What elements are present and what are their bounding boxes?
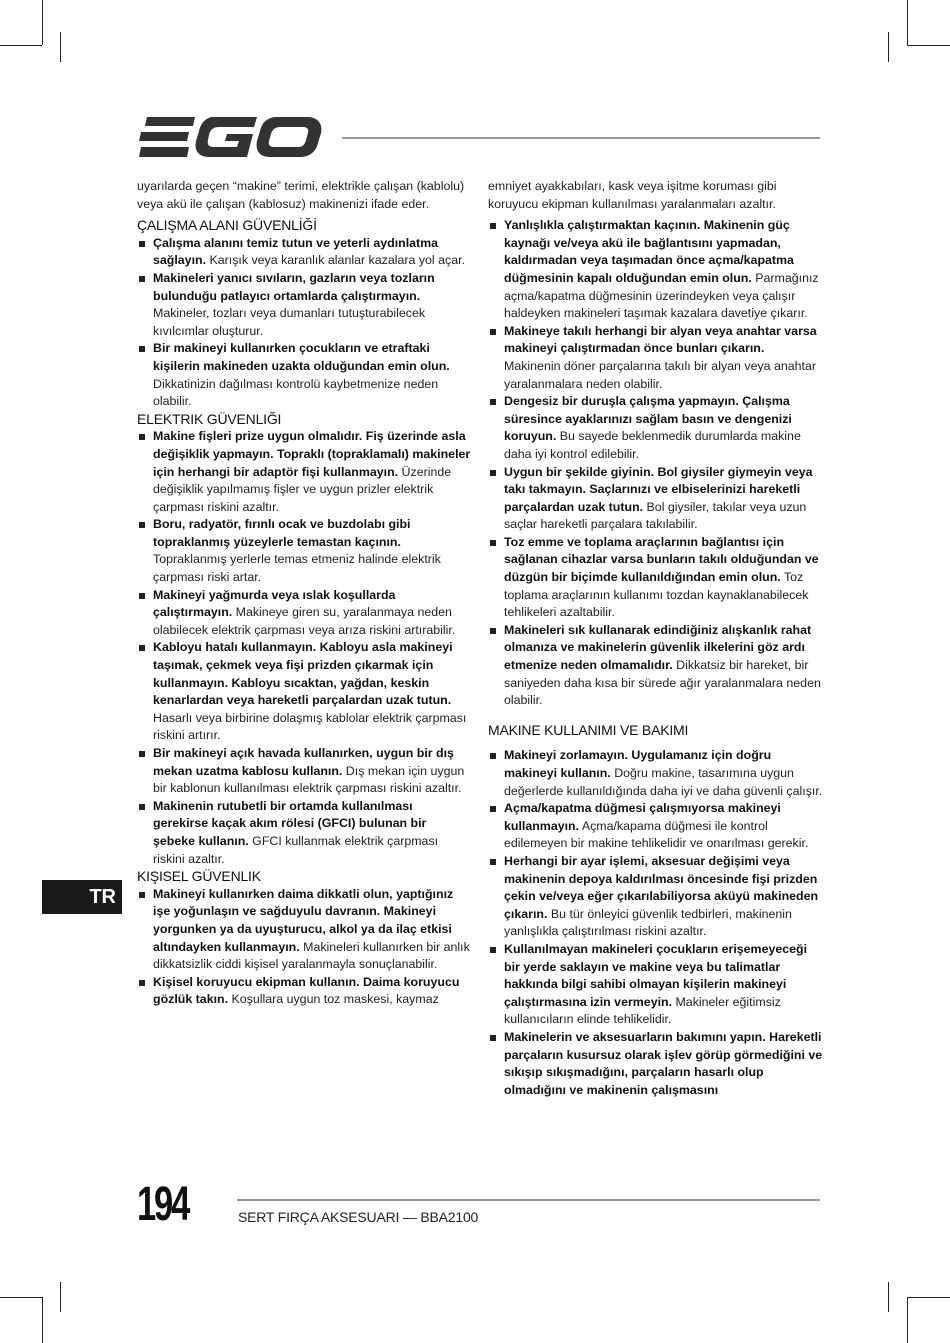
section-heading: ÇALIŞMA ALANI GÜVENLİĞİ xyxy=(137,217,317,234)
item-text: Parmağınız açma/kapatma düğmesinin üzerindeyken veya çalışır haldeyken makineleri taşımak kazalara davetiye çıkarır. xyxy=(504,270,819,321)
language-tab: TR xyxy=(42,880,122,914)
crop-mark xyxy=(888,1282,889,1312)
footer-rule xyxy=(237,1199,820,1201)
item-emphasis: Dengesiz bir duruşla çalışma yapmayın. Çalışma süresince ayaklarınızı sağlam basın ve dengenizi koruyun. xyxy=(504,394,792,444)
item-emphasis: Herhangi bir ayar işlemi, aksesuar değişimi veya makinenin depoya kaldırılması öncesinde fişi prizden çekin ve/veya eğer çıkarılabiliyorsa aküyü makineden çıkarın. xyxy=(504,853,819,921)
item-text: Dikkatsiz bir hareket, bir saniyeden daha kısa bir sürede ağır yaralanmalara neden olabilir. xyxy=(504,658,821,708)
bullet-square-icon xyxy=(490,947,496,953)
footer-title: SERT FIRÇA AKSESUARI — BBA2100 xyxy=(238,1209,479,1225)
list-item xyxy=(488,534,823,622)
bullet-list xyxy=(488,747,823,1099)
item-emphasis: Makineyi kullanırken daima dikkatli olun, yaptığınız işe yoğunlaşın ve sağduyulu davranın. Makineyi yorgunken ya da uyuşturucu, alkol ya da ilaç etkisi altındayken kullanmayın. xyxy=(153,886,454,954)
crop-mark xyxy=(907,0,908,45)
intro-text: uyarılarda geçen “makine” terimi, elektrikle çalışan (kablolu) veya akü ile çalışan (kablosuz) makinenizi ifade eder. xyxy=(137,179,465,211)
list-item xyxy=(488,622,823,710)
page-number: 194 xyxy=(137,1178,189,1231)
crop-mark xyxy=(888,32,889,62)
list-item xyxy=(137,974,471,1009)
list-item xyxy=(488,853,823,941)
item-text: Makineler eğitimsiz kullanıcıların elinde tehlikelidir. xyxy=(504,994,781,1027)
list-item xyxy=(488,464,823,534)
bullet-square-icon xyxy=(490,540,496,546)
bullet-square-icon xyxy=(139,522,145,528)
crop-mark xyxy=(0,1297,42,1298)
bullet-square-icon xyxy=(139,593,145,599)
list-item xyxy=(137,340,471,410)
ego-logo xyxy=(137,116,322,158)
item-text: Üzerinde değişiklik yapılmamış fişler ve uygun prizler elektrik çarpması riskini azaltır. xyxy=(153,464,452,514)
crop-mark xyxy=(907,1297,950,1298)
list-item xyxy=(137,798,471,868)
bullet-square-icon xyxy=(490,859,496,865)
list-item xyxy=(137,428,471,516)
bullet-square-icon xyxy=(490,223,496,229)
bullet-square-icon xyxy=(490,806,496,812)
item-emphasis: Kişisel koruyucu ekipman kullanın. Daima koruyucu gözlük takın. xyxy=(153,974,460,1007)
list-item xyxy=(488,800,823,853)
bullet-square-icon xyxy=(139,241,145,247)
list-item xyxy=(488,941,823,1029)
item-text: Açma/kapama düğmesi ile kontrol edilemeyen bir makine tehlikelidir ve onarılması gerekir. xyxy=(504,818,809,851)
list-item xyxy=(488,393,823,463)
list-item xyxy=(488,217,823,323)
bullet-square-icon xyxy=(490,329,496,335)
bullet-square-icon xyxy=(490,753,496,759)
item-emphasis: Makineyi yağmurda veya ıslak koşullarda çalıştırmayın. xyxy=(153,587,396,620)
item-emphasis: Makineyi zorlamayın. Uygulamanız için doğru makineyi kullanın. xyxy=(504,748,772,780)
bullet-square-icon xyxy=(139,276,145,282)
crop-mark xyxy=(0,45,42,46)
bullet-list xyxy=(137,886,471,1009)
item-emphasis: Makinenin rutubetli bir ortamda kullanılması gerekirse kaçak akım rölesi (GFCI) bulunan bir şebeke kullanın. xyxy=(153,798,427,848)
item-text: Hasarlı veya birbirine dolaşmış kablolar elektrik çarpması riskini artırır. xyxy=(153,710,467,743)
section-heading: MAKINE KULLANIMI VE BAKIMI xyxy=(488,721,689,738)
item-emphasis: Makine fişleri prize uygun olmalıdır. Fiş üzerinde asla değişiklik yapmayın. Topraklı (topraklamalı) makineler için herhangi bir adaptör fişi kullanmayın. xyxy=(153,429,471,479)
crop-mark xyxy=(42,1297,43,1343)
item-text: Dikkatinizin dağılması kontrolü kaybetmenize neden olabilir. xyxy=(153,376,439,409)
bullet-square-icon xyxy=(490,628,496,634)
item-emphasis: Kabloyu hatalı kullanmayın. Kabloyu asla makineyi taşımak, çekmek veya fişi prizden çıkarmak için kullanmayın. Kabloyu sıcaktan, yağdan, keskin kenarlardan veya hareketli parçalardan uzak tutun. xyxy=(153,640,453,708)
list-item xyxy=(137,587,471,640)
item-emphasis: Çalışma alanını temiz tutun ve yeterli aydınlatma sağlayın. xyxy=(153,235,439,268)
item-emphasis: Makineleri yanıcı sıvıların, gazların veya tozların bulunduğu patlayıcı ortamlarda çalıştırmayın. xyxy=(153,270,435,303)
section-heading: KIŞISEL GÜVENLIK xyxy=(137,868,261,885)
item-emphasis: Bir makineyi kullanırken çocukların ve etraftaki kişilerin makineden uzakta olduğundan emin olun. xyxy=(153,341,450,373)
crop-mark xyxy=(42,0,43,45)
list-item xyxy=(137,516,471,586)
list-item xyxy=(137,270,471,340)
section-heading: ELEKTRIK GÜVENLIĞI xyxy=(137,410,282,427)
item-text: Makineler, tozları veya dumanları tutuşturabilecek kıvılcımlar oluşturur. xyxy=(153,306,426,338)
bullet-square-icon xyxy=(139,645,145,651)
bullet-square-icon xyxy=(139,804,145,810)
bullet-square-icon xyxy=(139,980,145,986)
item-emphasis: Toz emme ve toplama araçlarının bağlantısı için sağlanan cihazlar varsa bunların takılı olduğundan ve düzgün bir biçimde kullanıldığından emin olun. xyxy=(504,534,819,585)
item-text: Toz toplama araçlarının kullanımı tozdan kaynaklanabilecek tehlikeleri azaltabilir. xyxy=(504,570,809,620)
item-text: Dış mekan için uygun bir kablonun kullanılması elektrik çarpması riskini azaltır. xyxy=(153,763,465,796)
bullet-list xyxy=(488,217,823,710)
crop-mark xyxy=(60,1282,61,1312)
item-emphasis: Bir makineyi açık havada kullanırken, uygun bir dış mekan uzatma kablosu kullanın. xyxy=(153,746,454,778)
bullet-square-icon xyxy=(139,434,145,440)
list-item xyxy=(137,235,471,270)
item-text: Topraklanmış yerlerle temas etmeniz halinde elektrik çarpması riski artar. xyxy=(153,552,441,585)
crop-mark xyxy=(907,1297,908,1343)
item-emphasis: Makinelerin ve aksesuarların bakımını yapın. Hareketli parçaların kusursuz olarak işlev görüp görmediğini ve sıkışıp sıkışmadığını, parçaların hasarlı olup olmadığını ve makinenin çalışmasını xyxy=(504,1029,823,1097)
item-text: Koşullara uygun toz maskesi, kaymaz xyxy=(228,992,439,1007)
item-emphasis: Yanlışlıkla çalıştırmaktan kaçının. Makinenin güç kaynağı ve/veya akü ile bağlantısını yapmadan, kaldırmadan veya taşımadan önce açma/kapatma düğmesinin kapalı olduğundan emin olun. xyxy=(504,218,794,285)
list-item xyxy=(488,323,823,393)
item-emphasis: Uygun bir şekilde giyinin. Bol giysiler giymeyin veya takı takmayın. Saçlarınızı ve elbiselerinizi hareketli parçalardan uzak tutun. xyxy=(504,464,813,514)
item-text: Bu sayede beklenmedik durumlarda makine daha iyi kontrol edilebilir. xyxy=(504,429,801,461)
item-text: Karışık veya karanlık alanlar kazalara yol açar. xyxy=(206,253,465,268)
bullet-list xyxy=(137,235,471,411)
bullet-square-icon xyxy=(490,399,496,405)
item-text: Makineleri kullanırken bir anlık dikkatsizlik ciddi kişisel yaralanmayla sonuçlanabilir. xyxy=(153,939,470,972)
left-column xyxy=(137,178,471,1009)
crop-mark xyxy=(60,32,61,62)
bullet-square-icon xyxy=(139,892,145,898)
list-item xyxy=(488,1029,823,1099)
item-emphasis: Makineye takılı herhangi bir alyan veya anahtar varsa makineyi çalıştırmadan önce bunları çıkarın. xyxy=(504,323,817,356)
intro-text: emniyet ayakkabıları, kask veya işitme koruması gibi koruyucu ekipman kullanılması yaralanmaları azaltır. xyxy=(488,179,777,211)
list-item xyxy=(137,745,471,798)
item-text: Makinenin döner parçalarına takılı bir alyan veya anahtar yaralanmalara neden olabilir. xyxy=(504,358,817,391)
list-item xyxy=(488,747,823,800)
crop-mark xyxy=(907,45,950,46)
item-emphasis: Boru, radyatör, fırınlı ocak ve buzdolabı gibi topraklanmış yüzeylerle temastan kaçının. xyxy=(153,517,411,549)
bullet-square-icon xyxy=(139,346,145,352)
right-column xyxy=(488,178,823,1099)
item-text: Bu tür önleyici güvenlik tedbirleri, makinenin yanlışlıkla çalıştırılması riskini azaltır. xyxy=(504,906,792,939)
item-emphasis: Makineleri sık kullanarak edindiğiniz alışkanlık rahat olmanıza ve makinelerin güvenlik ilkelerini göz ardı etmenize neden olmamalıdır. xyxy=(504,622,812,673)
list-item xyxy=(137,639,471,745)
item-text: Bol giysiler, takılar veya uzun saçlar hareketli parçalara takılabilir. xyxy=(504,499,807,532)
item-text: Makineye giren su, yaralanmaya neden olabilecek elektrik çarpması veya arıza riskini artırabilir. xyxy=(153,605,456,637)
item-text: Doğru makine, tasarımına uygun değerlerde kullanıldığında daha iyi ve daha güvenli çalışır. xyxy=(504,766,823,798)
bullet-square-icon xyxy=(139,751,145,757)
item-text: GFCI kullanmak elektrik çarpması riskini azaltır. xyxy=(153,833,439,866)
item-emphasis: Açma/kapatma düğmesi çalışmıyorsa makineyi kullanmayın. xyxy=(504,801,781,833)
list-item xyxy=(137,886,471,974)
header-rule xyxy=(342,137,820,139)
item-emphasis: Kullanılmayan makineleri çocukların erişemeyeceği bir yerde saklayın ve makine veya bu talimatlar hakkında bilgi sahibi olmayan kişilerin makineyi çalıştırmasına izin vermeyin. xyxy=(504,941,808,1009)
bullet-square-icon xyxy=(490,470,496,476)
bullet-list xyxy=(137,428,471,868)
bullet-square-icon xyxy=(490,1035,496,1041)
